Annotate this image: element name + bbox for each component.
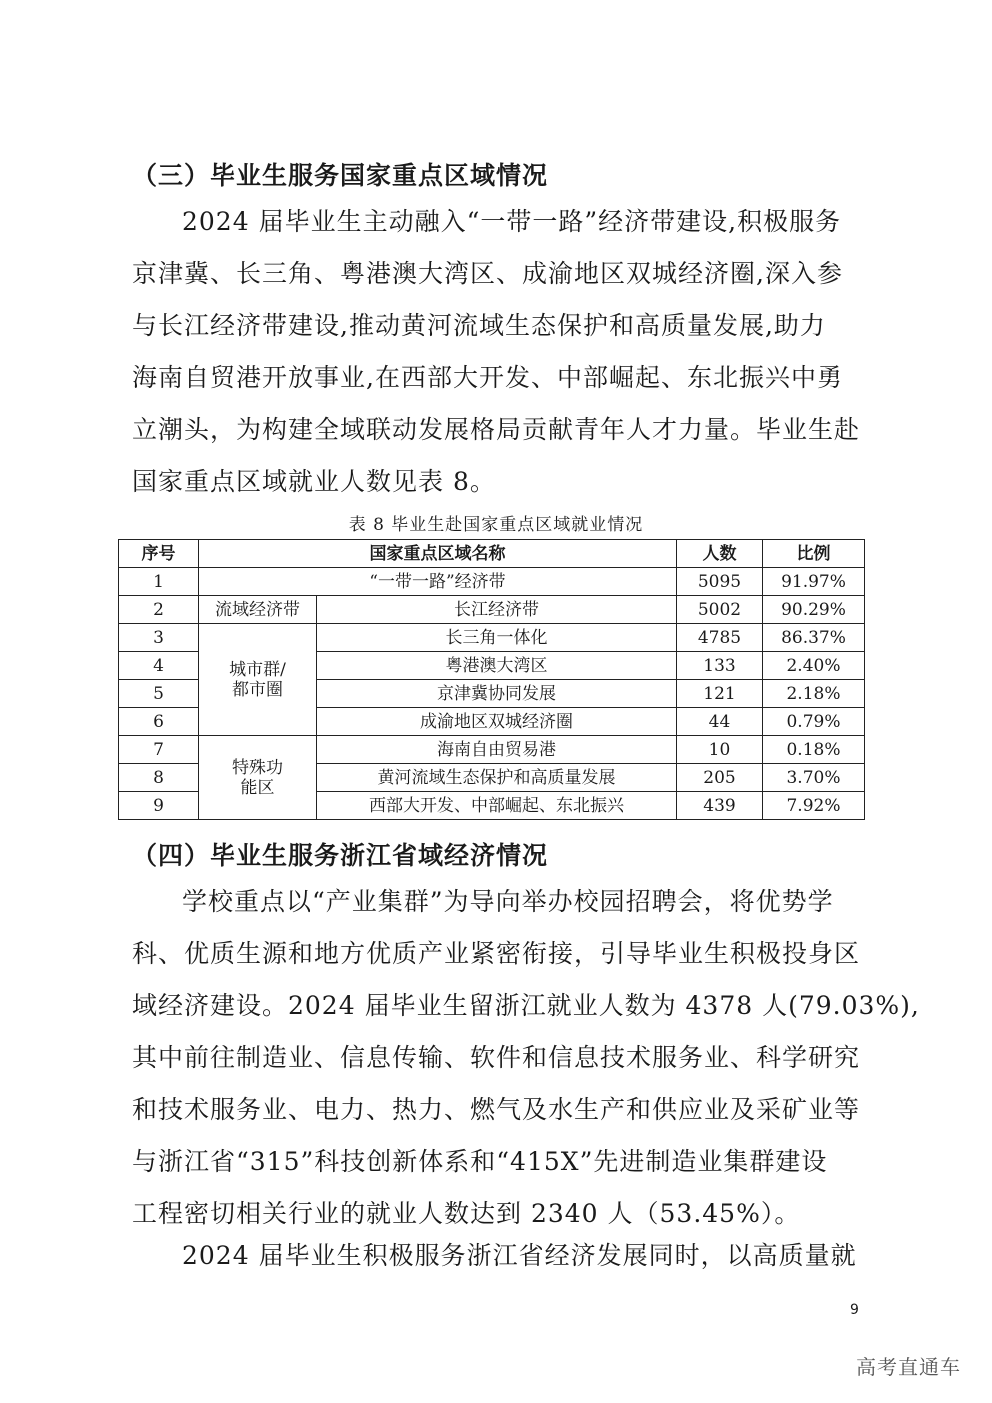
cell-count: 439 bbox=[677, 792, 763, 820]
page-number: 9 bbox=[850, 1302, 859, 1318]
paragraph-line: 科、优质生源和地方优质产业紧密衔接，引导毕业生积极投身区 bbox=[132, 939, 861, 968]
paragraph-line: 立潮头，为构建全域联动发展格局贡献青年人才力量。毕业生赴 bbox=[132, 415, 861, 444]
header-ratio: 比例 bbox=[763, 540, 865, 568]
paragraph-line: 域经济建设。2024 届毕业生留浙江就业人数为 4378 人(79.03%), bbox=[132, 991, 920, 1020]
cell-name: “一带一路”经济带 bbox=[199, 568, 677, 596]
cell-no: 7 bbox=[119, 736, 199, 764]
table-caption: 表 8 毕业生赴国家重点区域就业情况 bbox=[348, 515, 644, 535]
header-region: 国家重点区域名称 bbox=[199, 540, 677, 568]
cell-ratio: 91.97% bbox=[763, 568, 865, 596]
section-4-heading: （四）毕业生服务浙江省域经济情况 bbox=[132, 841, 549, 870]
cell-count: 5095 bbox=[677, 568, 763, 596]
paragraph-line: 海南自贸港开放事业,在西部大开发、中部崛起、东北振兴中勇 bbox=[132, 363, 843, 392]
cell-count: 121 bbox=[677, 680, 763, 708]
paragraph-line: 与浙江省“315”科技创新体系和“415X”先进制造业集群建设 bbox=[132, 1147, 828, 1176]
cell-group: 流域经济带 bbox=[199, 596, 317, 624]
paragraph-line: 工程密切相关行业的就业人数达到 2340 人（53.45%）。 bbox=[132, 1199, 801, 1228]
paragraph-line: 其中前往制造业、信息传输、软件和信息技术服务业、科学研究 bbox=[132, 1043, 861, 1072]
cell-no: 4 bbox=[119, 652, 199, 680]
table-row bbox=[119, 568, 865, 596]
section-4-paragraph-2 bbox=[132, 1230, 862, 1282]
cell-count: 44 bbox=[677, 708, 763, 736]
cell-ratio: 3.70% bbox=[763, 764, 865, 792]
cell-name: 海南自由贸易港 bbox=[317, 736, 677, 764]
cell-name: 粤港澳大湾区 bbox=[317, 652, 677, 680]
cell-name: 长三角一体化 bbox=[317, 624, 677, 652]
cell-no: 3 bbox=[119, 624, 199, 652]
cell-name: 黄河流域生态保护和高质量发展 bbox=[317, 764, 677, 792]
header-count: 人数 bbox=[677, 540, 763, 568]
cell-ratio: 0.79% bbox=[763, 708, 865, 736]
cell-count: 10 bbox=[677, 736, 763, 764]
header-no: 序号 bbox=[119, 540, 199, 568]
cell-count: 5002 bbox=[677, 596, 763, 624]
table-row bbox=[119, 736, 865, 764]
cell-ratio: 2.40% bbox=[763, 652, 865, 680]
cell-count: 4785 bbox=[677, 624, 763, 652]
cell-group: 城市群/ 都市圈 bbox=[199, 624, 317, 736]
paragraph-line: 2024 届毕业生积极服务浙江省经济发展同时，以高质量就 bbox=[182, 1241, 857, 1270]
section-3-paragraph bbox=[132, 196, 862, 508]
cell-name: 成渝地区双城经济圈 bbox=[317, 708, 677, 736]
cell-no: 6 bbox=[119, 708, 199, 736]
cell-ratio: 86.37% bbox=[763, 624, 865, 652]
cell-ratio: 0.18% bbox=[763, 736, 865, 764]
watermark-text: 高考直通车 bbox=[856, 1355, 961, 1379]
paragraph-line: 和技术服务业、电力、热力、燃气及水生产和供应业及采矿业等 bbox=[132, 1095, 861, 1124]
cell-no: 2 bbox=[119, 596, 199, 624]
cell-count: 133 bbox=[677, 652, 763, 680]
paragraph-line: 2024 届毕业生主动融入“一带一路”经济带建设,积极服务 bbox=[182, 207, 842, 236]
paragraph-line: 京津冀、长三角、粤港澳大湾区、成渝地区双城经济圈,深入参 bbox=[132, 259, 843, 288]
cell-group: 特殊功 能区 bbox=[199, 736, 317, 820]
table-row bbox=[119, 624, 865, 652]
cell-ratio: 90.29% bbox=[763, 596, 865, 624]
table-header-row bbox=[119, 540, 865, 568]
regional-employment-table bbox=[118, 539, 865, 820]
cell-name: 京津冀协同发展 bbox=[317, 680, 677, 708]
cell-no: 5 bbox=[119, 680, 199, 708]
cell-count: 205 bbox=[677, 764, 763, 792]
paragraph-line: 与长江经济带建设,推动黄河流域生态保护和高质量发展,助力 bbox=[132, 311, 826, 340]
cell-name: 西部大开发、中部崛起、东北振兴 bbox=[317, 792, 677, 820]
paragraph-line: 国家重点区域就业人数见表 8。 bbox=[132, 467, 496, 496]
paragraph-line: 学校重点以“产业集群”为导向举办校园招聘会，将优势学 bbox=[182, 887, 834, 916]
cell-no: 1 bbox=[119, 568, 199, 596]
cell-ratio: 2.18% bbox=[763, 680, 865, 708]
cell-ratio: 7.92% bbox=[763, 792, 865, 820]
section-3-heading: （三）毕业生服务国家重点区域情况 bbox=[132, 161, 549, 190]
cell-name: 长江经济带 bbox=[317, 596, 677, 624]
cell-no: 8 bbox=[119, 764, 199, 792]
cell-no: 9 bbox=[119, 792, 199, 820]
section-4-paragraph bbox=[132, 876, 920, 1240]
table-row bbox=[119, 596, 865, 624]
